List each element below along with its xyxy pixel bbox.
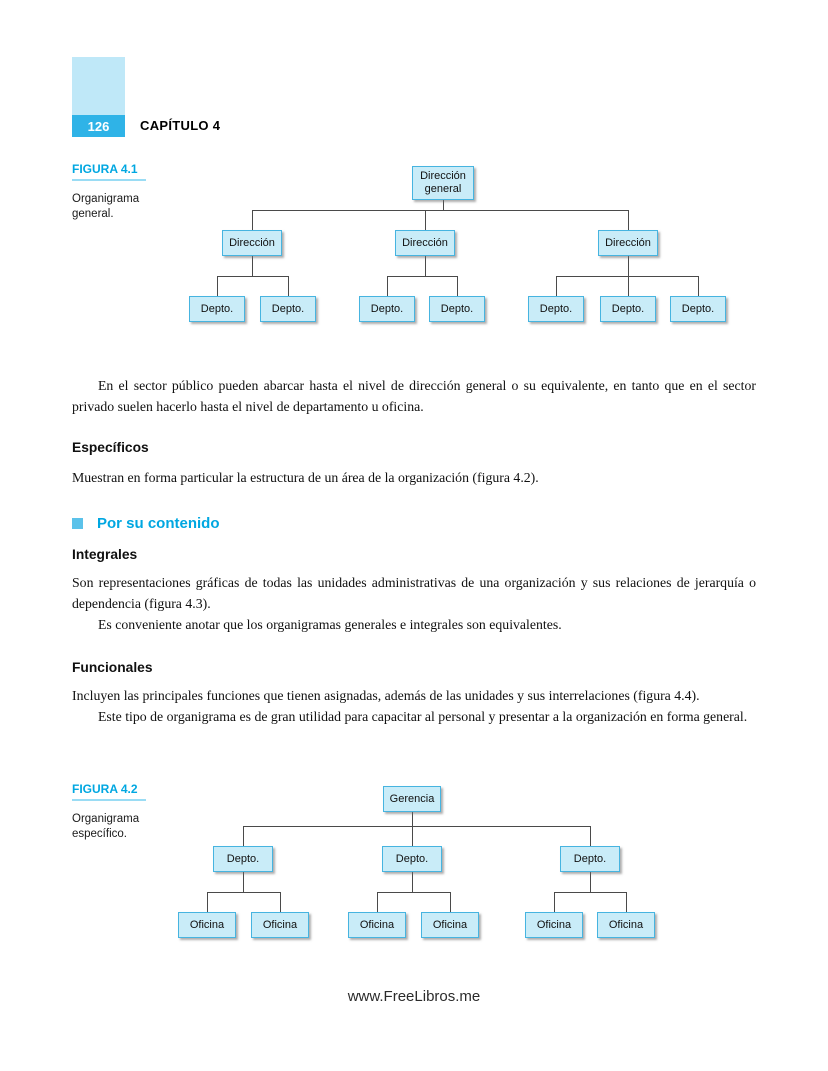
connector-line xyxy=(387,276,457,277)
org-node-depto-3: Depto. xyxy=(359,296,415,322)
heading-funcionales: Funcionales xyxy=(72,659,153,675)
paragraph: Muestran en forma particular la estructura de un área de la organización (figura 4.2). xyxy=(72,470,539,486)
org-node-gerencia: Gerencia xyxy=(383,786,441,812)
connector-line xyxy=(207,892,208,912)
org-node-depto-b: Depto. xyxy=(382,846,442,872)
heading-especificos: Específicos xyxy=(72,440,149,456)
connector-line xyxy=(377,892,378,912)
connector-line xyxy=(554,892,626,893)
connector-line xyxy=(443,200,444,210)
org-node-depto-6: Depto. xyxy=(600,296,656,322)
page-number: 126 xyxy=(72,115,125,137)
org-node-direccion-1: Dirección xyxy=(222,230,282,256)
connector-line xyxy=(217,276,288,277)
connector-line xyxy=(377,892,450,893)
paragraph: Incluyen las principales funciones que tienen asignadas, además de las unidades y sus interrelaciones (figura 4.4). xyxy=(72,688,700,704)
org-node-depto-c: Depto. xyxy=(560,846,620,872)
body-text xyxy=(72,376,756,728)
org-node-oficina-4: Oficina xyxy=(421,912,479,938)
chapter-title: CAPÍTULO 4 xyxy=(140,118,221,133)
org-node-depto-2: Depto. xyxy=(260,296,316,322)
connector-line xyxy=(252,210,628,211)
connector-line xyxy=(252,256,253,276)
connector-line xyxy=(590,872,591,892)
connector-line xyxy=(626,892,627,912)
org-node-depto-5: Depto. xyxy=(528,296,584,322)
org-node-direccion-3: Dirección xyxy=(598,230,658,256)
paragraph: Este tipo de organigrama es de gran utilidad para capacitar al personal y presentar a la organización en forma general. xyxy=(98,708,748,724)
connector-line xyxy=(556,276,557,296)
orgchart-especifico xyxy=(160,780,780,950)
org-node-depto-7: Depto. xyxy=(670,296,726,322)
connector-line xyxy=(425,210,426,230)
connector-line xyxy=(207,892,280,893)
section-por-su-contenido xyxy=(72,515,756,532)
figure-4-2-label: FIGURA 4.2 xyxy=(72,782,146,801)
connector-line xyxy=(243,872,244,892)
connector-line xyxy=(387,276,388,296)
connector-line xyxy=(280,892,281,912)
connector-line xyxy=(243,826,590,827)
connector-line xyxy=(450,892,451,912)
org-node-oficina-6: Oficina xyxy=(597,912,655,938)
paragraph: Es conveniente anotar que los organigramas generales e integrales son equivalentes. xyxy=(98,616,562,632)
org-node-oficina-3: Oficina xyxy=(348,912,406,938)
paragraph: Son representaciones gráficas de todas las unidades administrativas de una organización y sus relaciones de jerarquía o dependencia (figura 4.3). xyxy=(72,575,756,612)
heading-integrales: Integrales xyxy=(72,546,138,562)
connector-line xyxy=(412,826,413,846)
page-number-block xyxy=(72,57,125,137)
square-bullet-icon xyxy=(72,518,83,529)
org-node-depto-a: Depto. xyxy=(213,846,273,872)
connector-line xyxy=(698,276,699,296)
connector-line xyxy=(252,210,253,230)
figure-4-1-caption: Organigrama general. xyxy=(72,193,140,220)
orgchart-general xyxy=(160,158,780,333)
org-node-direccion-general: Dirección general xyxy=(412,166,474,200)
connector-line xyxy=(590,826,591,846)
connector-line xyxy=(217,276,218,296)
connector-line xyxy=(412,812,413,826)
org-node-oficina-1: Oficina xyxy=(178,912,236,938)
connector-line xyxy=(425,256,426,276)
connector-line xyxy=(628,210,629,230)
figure-4-1-label: FIGURA 4.1 xyxy=(72,162,146,181)
figure-4-2-caption: Organigrama específico. xyxy=(72,813,140,840)
connector-line xyxy=(412,872,413,892)
connector-line xyxy=(243,826,244,846)
section-title: Por su contenido xyxy=(97,514,220,532)
org-node-oficina-2: Oficina xyxy=(251,912,309,938)
org-node-oficina-5: Oficina xyxy=(525,912,583,938)
org-node-direccion-2: Dirección xyxy=(395,230,455,256)
connector-line xyxy=(556,276,698,277)
connector-line xyxy=(288,276,289,296)
footer-url: www.FreeLibros.me xyxy=(347,988,481,1005)
connector-line xyxy=(457,276,458,296)
paragraph: En el sector público pueden abarcar hasta el nivel de dirección general o su equivalente, en tanto que en el sector privado suelen hacerlo hasta el nivel de departamento u oficina. xyxy=(72,378,756,414)
org-node-depto-4: Depto. xyxy=(429,296,485,322)
connector-line xyxy=(554,892,555,912)
org-node-depto-1: Depto. xyxy=(189,296,245,322)
